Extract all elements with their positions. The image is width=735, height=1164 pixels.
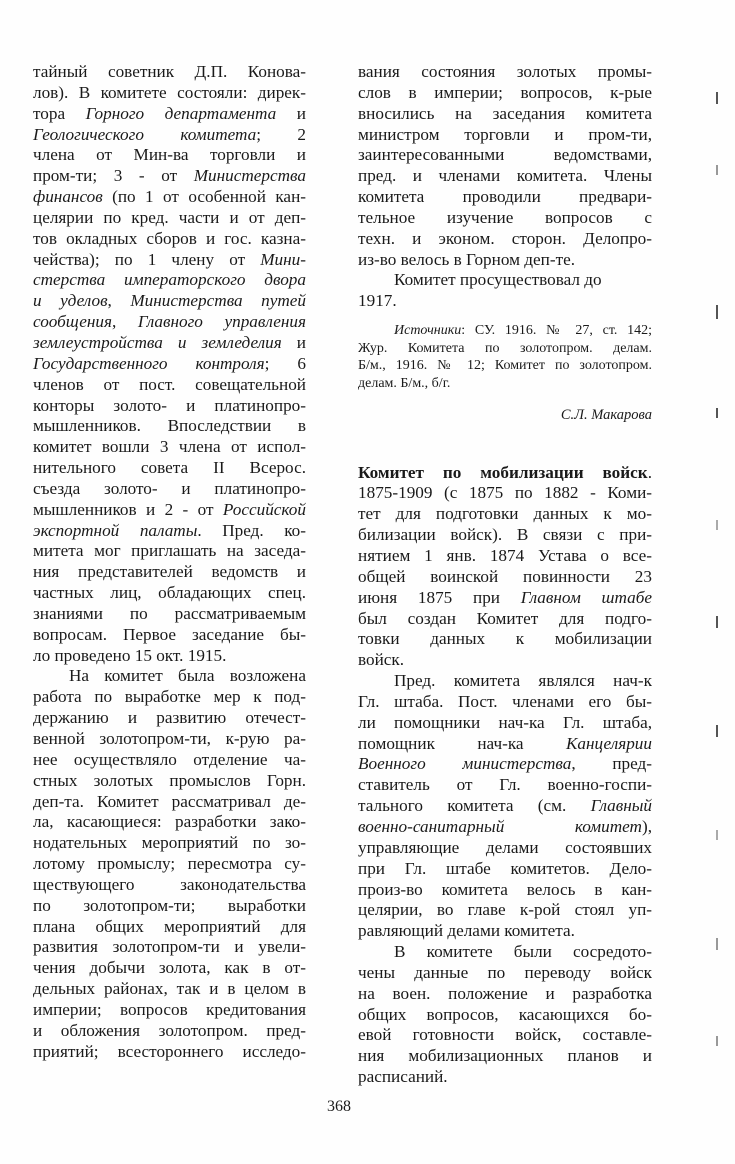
text-run: целярии по кред. части и от деп- (33, 207, 306, 227)
text-run: тора (33, 103, 86, 123)
text-run: нятием 1 янв. 1874 Устава о все- (358, 546, 652, 565)
text-line (358, 546, 652, 567)
text-line (358, 291, 652, 312)
text-line (358, 62, 652, 83)
text-run: Б/м., 1916. № 12; Комитет по золотопром. (358, 358, 652, 374)
text-run: , пред- (571, 754, 652, 774)
text-run: целярии, во главе к-рой стоял уп- (358, 900, 652, 920)
text-line (358, 880, 652, 901)
text-line (33, 521, 306, 542)
text-run: министром торговли и пром-ти, (358, 124, 652, 144)
text-line (33, 125, 306, 146)
text-run: ), (641, 816, 652, 836)
italic-text: финансов (33, 187, 103, 207)
text-run: ла, касающиеся: разработки зако- (33, 812, 306, 832)
text-line (358, 125, 652, 146)
text-run: ло проведено 15 окт. 1915. (33, 645, 227, 665)
text-line (358, 671, 652, 692)
text-run: плана общих мероприятий для (33, 916, 306, 936)
text-line (358, 357, 652, 375)
italic-text: Военного министерства (358, 754, 572, 774)
text-line (358, 83, 652, 104)
text-line (33, 375, 306, 396)
text-run: съезда золото- и платинопро- (33, 478, 306, 498)
text-line (33, 208, 306, 229)
text-line (358, 963, 652, 984)
italic-text: военно-санитарный комитет (358, 816, 642, 836)
text-run: держанию и развитию отечест- (33, 708, 306, 728)
text-line (33, 708, 306, 729)
text-line (33, 750, 306, 771)
text-line (33, 437, 306, 458)
text-run: : СУ. 1916. № 27, ст. 142; (461, 323, 652, 339)
text-line (33, 896, 306, 917)
text-line (33, 1021, 306, 1042)
text-line (358, 104, 652, 125)
text-line (358, 713, 652, 734)
text-line (33, 562, 306, 583)
text-run: комитет вошли 3 члена от испол- (33, 437, 306, 457)
text-run: общей воинской повинности 23 (358, 566, 652, 586)
text-line (358, 567, 652, 588)
scan-edge-mark (716, 725, 718, 737)
text-run: частных лиц, обладающих спец. (33, 583, 306, 603)
italic-text: Российской (222, 499, 306, 519)
text-run: стных золотых промыслов Горн. (33, 770, 306, 790)
text-run: ния представителей ведомств и (33, 562, 306, 582)
text-line (358, 609, 652, 630)
text-run: техн. и эконом. сторон. Делопро- (358, 228, 652, 248)
text-line (358, 1046, 652, 1067)
text-line (358, 754, 652, 775)
text-run: мышленников. Впоследствии в (33, 416, 306, 436)
text-run: митета мог приглашать на заседа- (33, 541, 306, 561)
scan-edge-mark (716, 938, 718, 950)
text-run: знаниями по рассматриваемым (33, 603, 306, 623)
scan-edge-mark (716, 520, 718, 530)
italic-text: и уделов (33, 291, 108, 311)
italic-text: Министерства (193, 166, 306, 186)
italic-text: Главный (590, 796, 652, 816)
text-line (358, 796, 652, 817)
text-line (33, 812, 306, 833)
scan-edge-mark (716, 92, 718, 104)
scan-edge-mark (716, 408, 718, 418)
italic-text: землеустройства и земледелия (33, 332, 282, 352)
text-run: нодательных мероприятий по зо- (33, 833, 306, 853)
text-run: и (276, 103, 306, 123)
spacer (358, 425, 652, 463)
text-run: товки данных к мобилизации (358, 629, 652, 649)
text-run: при Гл. штабе комитетов. Дело- (358, 858, 652, 878)
text-run: вания состояния золотых промы- (358, 62, 652, 81)
text-run: пред. и членами комитета. Члены (358, 166, 652, 186)
text-line (358, 900, 652, 921)
text-line (358, 504, 652, 525)
text-line (33, 145, 306, 166)
text-line (358, 145, 652, 166)
text-line (358, 984, 652, 1005)
text-run: лотому промыслу; пересмотра су- (33, 854, 306, 874)
text-run: 1917. (358, 291, 397, 311)
text-line (33, 270, 306, 291)
text-run: ществующего законодательства (33, 874, 306, 894)
text-line (358, 463, 652, 484)
text-run: делам. Б/м., б/г. (358, 375, 451, 391)
text-run: ; 2 (256, 124, 307, 144)
text-line (33, 854, 306, 875)
text-line (358, 838, 652, 859)
text-run: . Пред. ко- (197, 520, 306, 540)
text-run: вносились на заседания комитета (358, 103, 652, 123)
text-run: июня 1875 при (358, 587, 521, 607)
text-run: помощник нач-ка (358, 733, 566, 753)
text-line (33, 166, 306, 187)
text-line (33, 604, 306, 625)
text-line (33, 354, 306, 375)
text-run: дельных районах, так и в целом в (33, 979, 306, 999)
text-line (33, 500, 306, 521)
text-run: ставитель от Гл. военно-госпи- (358, 775, 652, 795)
text-run: расписаний. (358, 1067, 448, 1087)
italic-text: сообщения (33, 312, 112, 332)
text-run: , (111, 312, 138, 332)
text-line (33, 104, 306, 125)
text-line (358, 525, 652, 546)
text-run: нее осуществляло отделение ча- (33, 749, 306, 769)
text-line (358, 166, 652, 187)
text-run: из-во велось в Горном деп-те. (358, 249, 575, 269)
text-line (358, 817, 652, 838)
scan-edge-mark (716, 1036, 718, 1046)
text-run: чейства); по 1 члену от (33, 249, 261, 269)
text-run: Гл. штаба. Пост. членами его бы- (358, 691, 652, 711)
text-line (358, 229, 652, 250)
text-run: На комитет была возложена (69, 666, 306, 686)
text-run: управляющие делами состоявших (358, 837, 652, 857)
text-run: евой готовности войск, составле- (358, 1025, 652, 1045)
right-column (358, 62, 652, 1088)
text-line (33, 792, 306, 813)
text-line (33, 312, 306, 333)
text-line (33, 646, 306, 667)
text-line (358, 375, 652, 393)
text-line (358, 921, 652, 942)
text-run: ; 6 (264, 353, 306, 373)
text-line (358, 859, 652, 880)
text-run: нительного совета II Всерос. (33, 458, 306, 478)
text-line (33, 62, 306, 83)
text-line (33, 229, 306, 250)
text-line (33, 979, 306, 1000)
text-line (358, 692, 652, 713)
italic-text: Главного управления (137, 312, 307, 332)
text-line (33, 625, 306, 646)
text-run: тального комитета (см. (358, 796, 591, 816)
text-line (358, 322, 652, 340)
text-line (358, 1067, 652, 1088)
text-run: тов окладных сборов и гос. казна- (33, 228, 306, 248)
text-run: вопросам. Первое заседание бы- (33, 624, 306, 644)
text-run: ния мобилизационных планов и (358, 1046, 652, 1066)
text-run: мышленников и 2 - от (33, 499, 223, 519)
text-run: тет для подготовки данных к мо- (358, 504, 652, 524)
text-line (33, 291, 306, 312)
text-line (33, 416, 306, 437)
text-line (33, 875, 306, 896)
bold-heading: Комитет по мобилизации войск (358, 462, 648, 482)
text-line (358, 340, 652, 358)
text-line (33, 250, 306, 271)
text-run: по золотопром-ти; выработки (33, 895, 306, 915)
scan-edge-mark (716, 616, 718, 628)
text-run: . (647, 462, 652, 482)
text-run: слов в империи; вопросов, к-рые (358, 82, 652, 102)
text-line (358, 250, 652, 271)
text-run: Жур. Комитета по золотопром. делам. (358, 340, 652, 356)
text-line (33, 333, 306, 354)
text-run: чены данные по переводу войск (358, 962, 652, 982)
text-run: войск. (358, 650, 405, 670)
text-line (358, 650, 652, 671)
text-line (33, 937, 306, 958)
text-run: на воен. положение и разработка (358, 983, 652, 1003)
text-run: развития золотопром-ти и увели- (33, 937, 306, 957)
text-line (358, 734, 652, 755)
text-line (358, 775, 652, 796)
italic-text: Горного департамента (85, 103, 277, 123)
text-run: был создан Комитет для подго- (358, 608, 652, 628)
text-line (358, 208, 652, 229)
text-line (33, 479, 306, 500)
text-run: пром-ти; 3 - от (33, 166, 194, 186)
italic-text: экспортной палаты (33, 520, 198, 540)
text-line (33, 958, 306, 979)
text-run: тайный советник Д.П. Конова- (33, 62, 306, 81)
text-run: членов от пост. совещательной (33, 374, 306, 394)
text-line (358, 629, 652, 650)
text-line (33, 666, 306, 687)
text-run: ли помощники нач-ка Гл. штаба, (358, 712, 652, 732)
scan-edge-mark (716, 305, 718, 319)
text-line (33, 729, 306, 750)
author-signature: С.Л. Макарова (560, 407, 652, 424)
italic-text: стерства императорского двора (33, 270, 306, 290)
text-run: лов). В комитете состояли: дирек- (33, 82, 306, 102)
text-run: произ-во комитета велось в кан- (358, 879, 652, 899)
text-line (33, 396, 306, 417)
text-run: члена от Мин-ва торговли и (33, 145, 306, 165)
text-line (358, 942, 652, 963)
text-line (33, 458, 306, 479)
left-column (33, 62, 306, 1063)
text-run: чения добычи золота, как в от- (33, 958, 306, 978)
text-run: конторы золото- и платинопро- (33, 395, 306, 415)
text-line (33, 583, 306, 604)
text-line (33, 771, 306, 792)
text-line (358, 187, 652, 208)
page-number: 368 (327, 1098, 351, 1115)
text-line (33, 541, 306, 562)
text-run: приятий; всестороннего исследо- (33, 1041, 306, 1061)
text-run: тельное изучение вопросов с (358, 207, 652, 227)
text-run: Комитет просуществовал до (394, 270, 602, 290)
text-line (33, 687, 306, 708)
italic-text: Главном штабе (520, 587, 652, 607)
sources-note (358, 322, 652, 392)
text-run: работа по выработке мер к под- (33, 687, 306, 707)
italic-text: Министерства путей (130, 291, 306, 311)
text-run: В комитете были сосредото- (394, 942, 652, 962)
text-run: равляющий делами комитета. (358, 921, 575, 941)
italic-text: Геологического комитета (33, 124, 257, 144)
text-run: 1875-1909 (с 1875 по 1882 - Коми- (358, 483, 652, 503)
spacer (358, 392, 652, 407)
previous-entry-continuation (358, 62, 652, 312)
text-line (358, 270, 652, 291)
scan-edge-mark (716, 165, 718, 175)
text-run: комитета проводили предвари- (358, 187, 652, 207)
text-line (33, 917, 306, 938)
text-line (33, 187, 306, 208)
text-line (358, 1025, 652, 1046)
text-line (358, 483, 652, 504)
text-run: деп-та. Комитет рассматривал де- (33, 791, 306, 811)
text-line (33, 1042, 306, 1063)
spacer (358, 312, 652, 322)
text-run: и (281, 332, 306, 352)
text-run: общих вопросов, касающихся бо- (358, 1004, 652, 1024)
text-line (33, 83, 306, 104)
text-line (358, 1005, 652, 1026)
italic-text: Государственного контроля (33, 353, 265, 373)
text-run: (по 1 от особенной кан- (102, 187, 306, 207)
text-line (33, 833, 306, 854)
text-run: венной золотопром-ти, к-рую ра- (33, 729, 306, 748)
text-run: , (107, 291, 131, 311)
scan-edge-mark (716, 830, 718, 840)
text-line (33, 1000, 306, 1021)
italic-text: Источники (394, 323, 462, 339)
italic-text: Мини- (260, 249, 306, 269)
text-run: Пред. комитета являлся нач-к (394, 671, 652, 691)
text-line (358, 588, 652, 609)
italic-text: Канцелярии (565, 733, 652, 753)
text-run: билизации войск). В связи с при- (358, 525, 652, 545)
text-run: и обложения золотопром. пред- (33, 1020, 306, 1040)
text-run: империи; вопросов кредитования (33, 999, 306, 1019)
entry-committee-mobilization (358, 463, 652, 1088)
text-run: заинтересованными ведомствами, (358, 145, 652, 165)
